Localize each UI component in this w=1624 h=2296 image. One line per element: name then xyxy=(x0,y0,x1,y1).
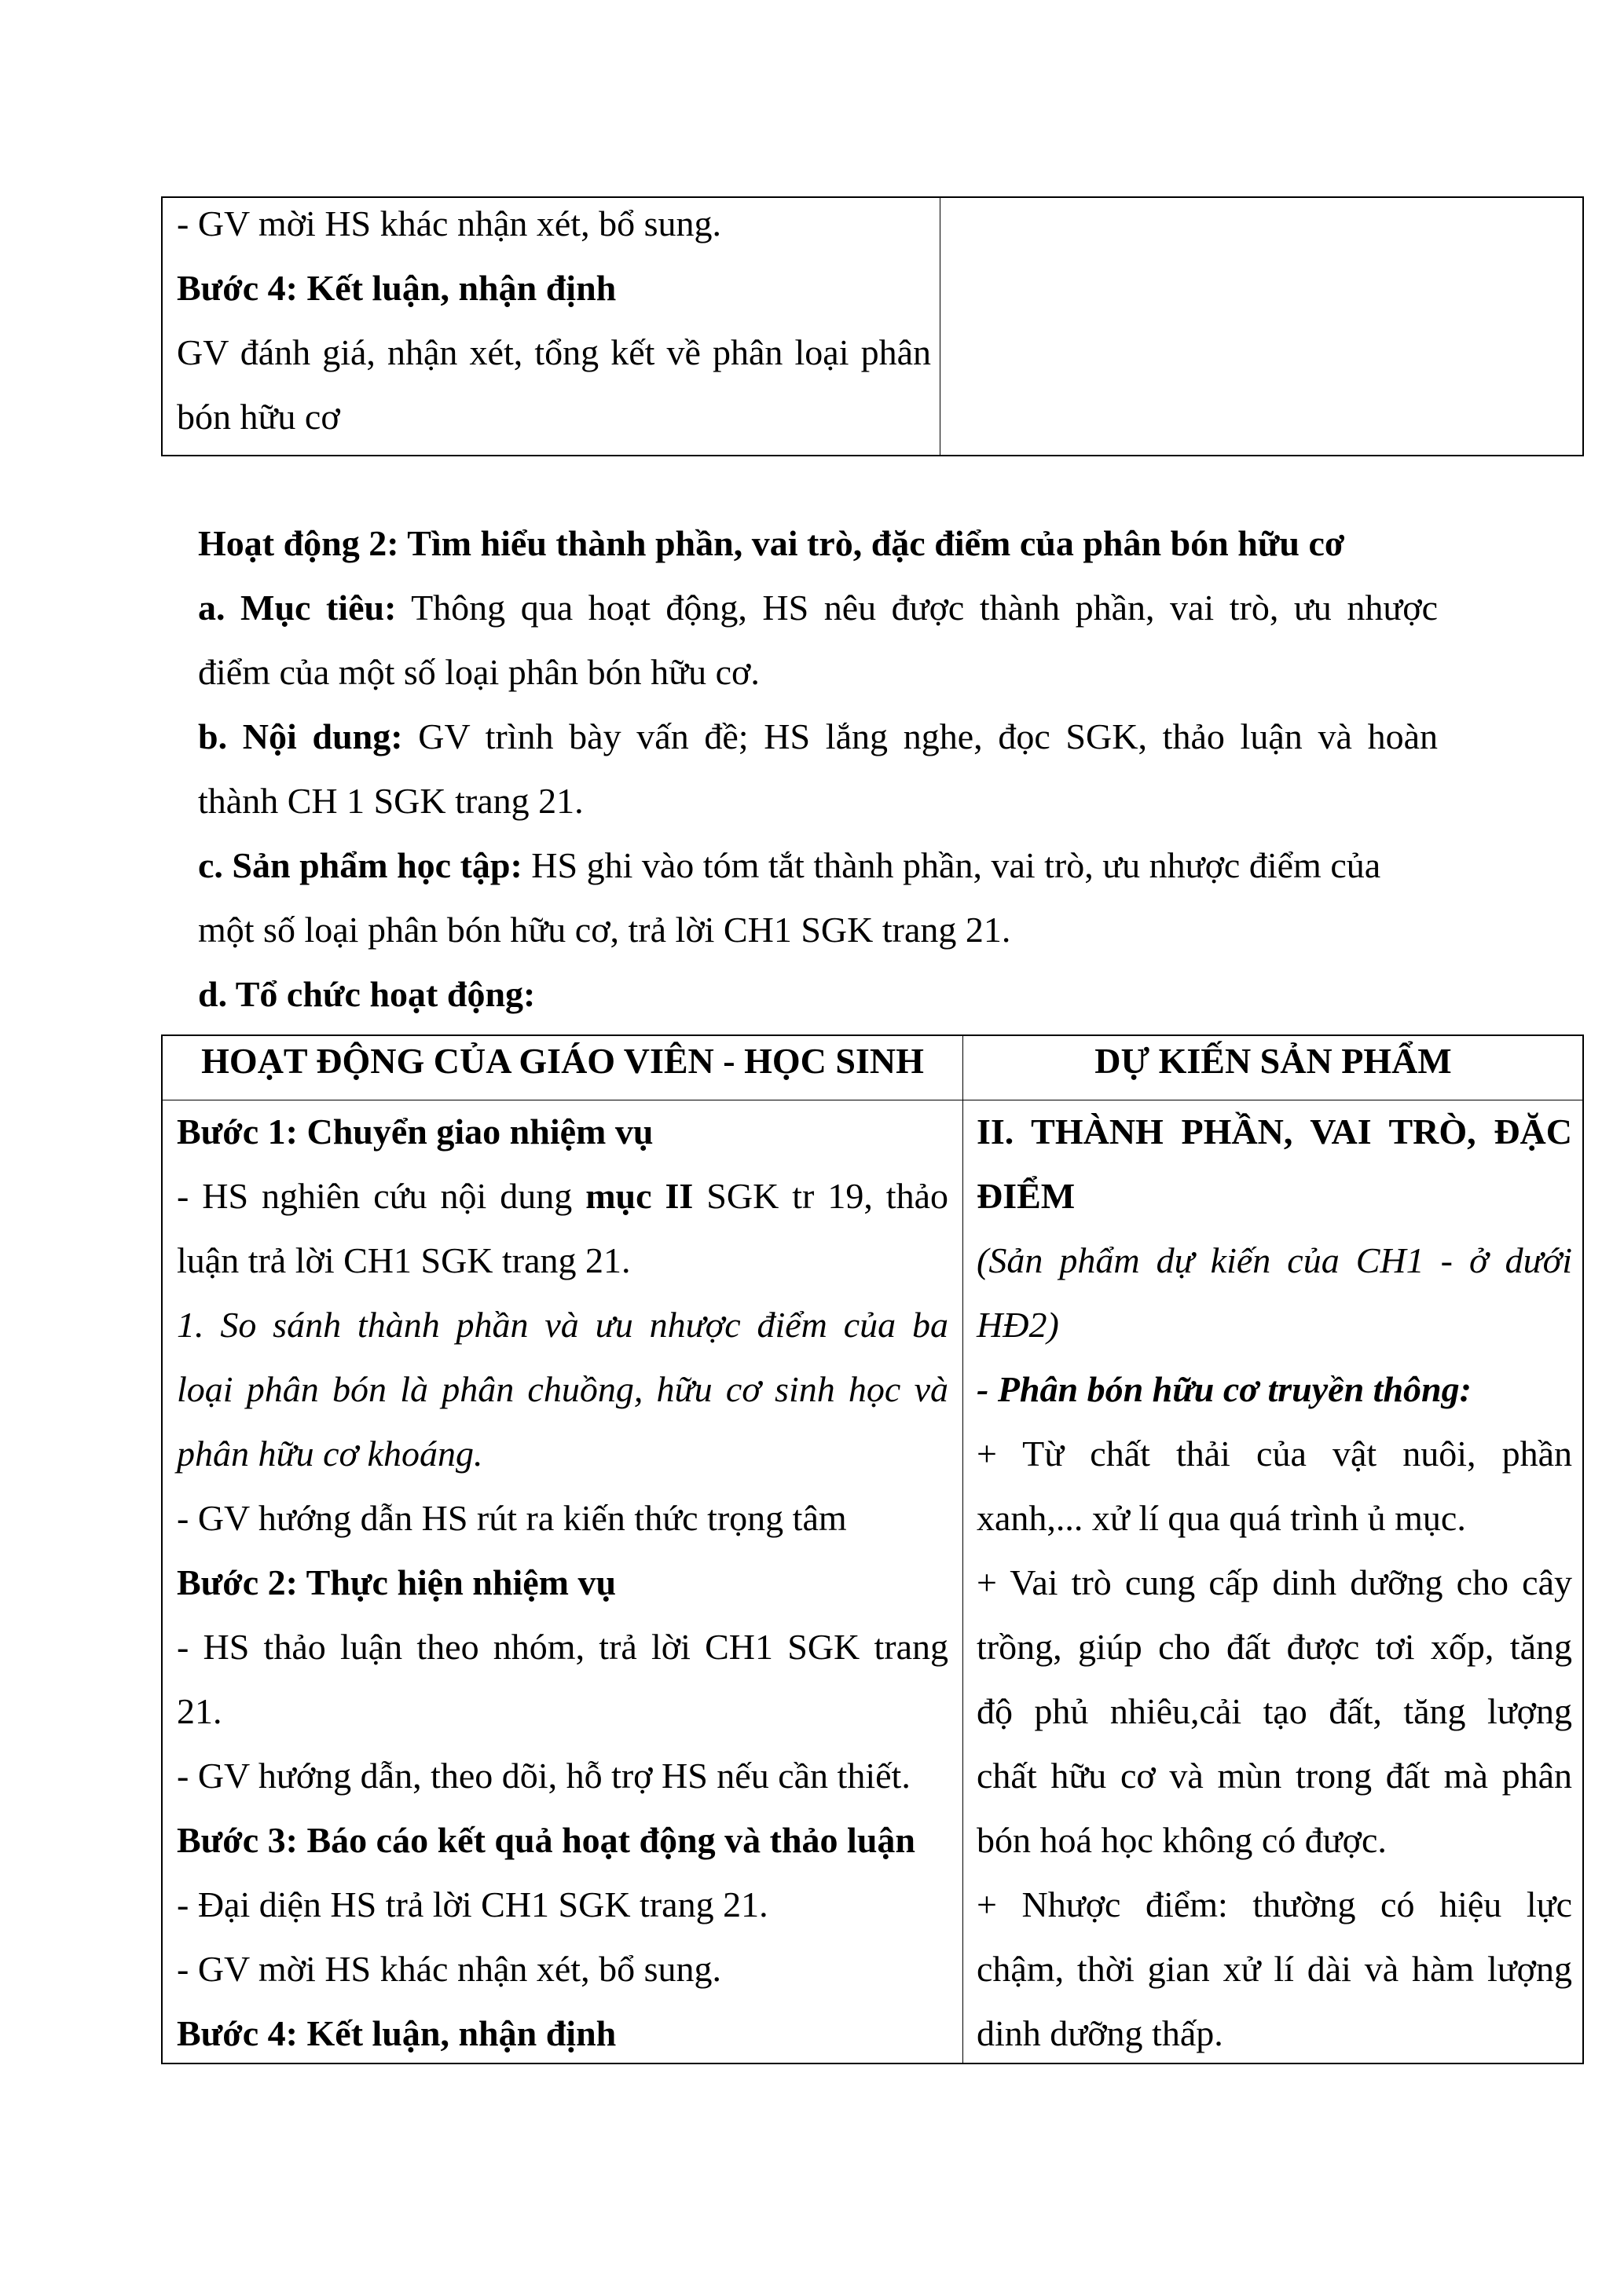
text-line xyxy=(177,1937,948,2001)
text: - Đại diện HS trả lời CH1 SGK trang 21. xyxy=(177,1884,768,1924)
text-line xyxy=(177,1100,948,1164)
bold-text: Hoạt động 2: Tìm hiểu thành phần, vai trò, đặc điểm của phân bón hữu cơ xyxy=(198,523,1345,563)
text-line xyxy=(977,1164,1572,1229)
header-right-cell xyxy=(964,1036,1582,1100)
text: - GV mời HS khác nhận xét, bổ sung. xyxy=(177,203,721,244)
text: - GV mời HS khác nhận xét, bổ sung. xyxy=(177,1949,721,1989)
text: - HS thảo luận theo nhóm, trả lời CH1 SGK trang xyxy=(177,1627,948,1667)
top-table-right-cell xyxy=(941,198,1582,455)
top-table xyxy=(161,196,1584,456)
bold-text: a. Mục tiêu: xyxy=(198,588,397,628)
text-line xyxy=(177,2001,948,2066)
text: chất hữu cơ và mùn trong đất mà phân xyxy=(977,1756,1572,1796)
text-line xyxy=(198,576,1438,640)
text: + Vai trò cung cấp dinh dưỡng cho cây xyxy=(977,1562,1572,1602)
text: xanh,... xử lí qua quá trình ủ mục. xyxy=(977,1498,1466,1538)
text-line xyxy=(177,1357,948,1422)
text: dinh dưỡng thấp. xyxy=(977,2013,1223,2053)
text-line xyxy=(177,1293,948,1357)
text-line xyxy=(177,1486,948,1551)
activity-table xyxy=(161,1034,1584,2064)
text-line xyxy=(977,1293,1572,1357)
text-line xyxy=(977,1937,1572,2001)
text-line xyxy=(177,320,931,385)
text-line xyxy=(177,1164,948,1229)
italic-text: phân hữu cơ khoáng. xyxy=(177,1434,483,1474)
bold-text: c. Sản phẩm học tập: xyxy=(198,845,522,885)
italic-text: HĐ2) xyxy=(977,1305,1059,1345)
text: 21. xyxy=(177,1691,222,1731)
bold-text: Bước 4: Kết luận, nhận định xyxy=(177,2013,617,2053)
text-line xyxy=(977,1486,1572,1551)
text-line xyxy=(977,1357,1572,1422)
column-divider xyxy=(962,1036,963,2063)
activity-2-text xyxy=(198,511,1438,1027)
text-line xyxy=(198,833,1438,898)
text-line xyxy=(977,1615,1572,1679)
text-line xyxy=(977,2001,1572,2066)
text-line xyxy=(977,1873,1572,1937)
italic-text: (Sản phẩm dự kiến của CH1 - ở dưới xyxy=(977,1240,1572,1280)
text: một số loại phân bón hữu cơ, trả lời CH1 SGK trang 21. xyxy=(198,910,1011,950)
italic-text: loại phân bón là phân chuồng, hữu cơ sinh học và xyxy=(177,1369,948,1409)
activity-2-section xyxy=(198,511,1438,1027)
text: bón hoá học không có được. xyxy=(977,1820,1387,1860)
text: - HS nghiên cứu nội dung xyxy=(177,1176,586,1216)
bold-text: Bước 4: Kết luận, nhận định xyxy=(177,268,617,308)
teacher-student-activities xyxy=(177,1100,948,2066)
text-line xyxy=(977,1744,1572,1808)
header-expected-product: DỰ KIẾN SẢN PHẨM xyxy=(1094,1041,1452,1081)
text: HS ghi vào tóm tắt thành phần, vai trò, ưu nhược điểm của xyxy=(522,845,1381,885)
bold-text: mục II xyxy=(585,1176,694,1216)
bold-text: ĐIỂM xyxy=(977,1176,1076,1216)
text-line xyxy=(198,962,1438,1027)
text-line xyxy=(977,1229,1572,1293)
text: điểm của một số loại phân bón hữu cơ. xyxy=(198,652,760,692)
text-line xyxy=(177,1873,948,1937)
bold-text: - Phân bón hữu cơ truyền thông: xyxy=(977,1369,1472,1409)
text: bón hữu cơ xyxy=(177,397,340,437)
bold-text: Bước 1: Chuyển giao nhiệm vụ xyxy=(177,1111,654,1152)
bold-text: Bước 2: Thực hiện nhiệm vụ xyxy=(177,1562,617,1602)
text: thành CH 1 SGK trang 21. xyxy=(198,781,584,821)
text-line xyxy=(177,1679,948,1744)
text: GV trình bày vấn đề; HS lắng nghe, đọc SGK, thảo luận và hoàn xyxy=(402,716,1438,756)
text-line xyxy=(198,640,1438,705)
text-line xyxy=(977,1551,1572,1615)
text-line xyxy=(977,1100,1572,1164)
top-table-left-text xyxy=(177,192,931,449)
text-line xyxy=(177,1422,948,1486)
text: trồng, giúp cho đất được tơi xốp, tăng xyxy=(977,1627,1572,1667)
text: GV đánh giá, nhận xét, tổng kết về phân loại phân xyxy=(177,332,931,372)
top-table-left-cell xyxy=(177,192,931,455)
bold-text: b. Nội dung: xyxy=(198,716,403,756)
text: - GV hướng dẫn, theo dõi, hỗ trợ HS nếu cần thiết. xyxy=(177,1756,911,1796)
text-line xyxy=(177,1808,948,1873)
text-line xyxy=(177,1229,948,1293)
text: SGK tr 19, thảo xyxy=(693,1176,948,1216)
text-line xyxy=(177,192,931,256)
text-line xyxy=(977,1808,1572,1873)
text: độ phủ nhiêu,cải tạo đất, tăng lượng xyxy=(977,1691,1572,1731)
text-line xyxy=(177,256,931,320)
header-teacher-student: HOẠT ĐỘNG CỦA GIÁO VIÊN - HỌC SINH xyxy=(201,1041,924,1081)
text: luận trả lời CH1 SGK trang 21. xyxy=(177,1240,631,1280)
expected-product-text xyxy=(977,1100,1572,2066)
text-line xyxy=(977,1679,1572,1744)
text: - GV hướng dẫn HS rút ra kiến thức trọng tâm xyxy=(177,1498,847,1538)
bold-text: II. THÀNH PHẦN, VAI TRÒ, ĐẶC xyxy=(977,1111,1572,1152)
text: chậm, thời gian xử lí dài và hàm lượng xyxy=(977,1949,1572,1989)
left-content-cell xyxy=(177,1100,948,2063)
text-line xyxy=(177,385,931,449)
text: + Từ chất thải của vật nuôi, phần xyxy=(977,1434,1572,1474)
text-line xyxy=(198,769,1438,833)
text-line xyxy=(198,705,1438,769)
bold-text: Bước 3: Báo cáo kết quả hoạt động và thảo luận xyxy=(177,1820,915,1860)
text-line xyxy=(177,1744,948,1808)
text-line xyxy=(977,1422,1572,1486)
italic-text: 1. So sánh thành phần và ưu nhược điểm của ba xyxy=(177,1305,948,1345)
header-left-cell xyxy=(163,1036,962,1100)
text-line xyxy=(177,1615,948,1679)
text: + Nhược điểm: thường có hiệu lực xyxy=(977,1884,1572,1924)
text-line xyxy=(198,511,1438,576)
right-content-cell xyxy=(977,1100,1572,2063)
text-line xyxy=(198,898,1438,962)
text: Thông qua hoạt động, HS nêu được thành phần, vai trò, ưu nhược xyxy=(396,588,1438,628)
text-line xyxy=(177,1551,948,1615)
bold-text: d. Tổ chức hoạt động: xyxy=(198,974,536,1014)
